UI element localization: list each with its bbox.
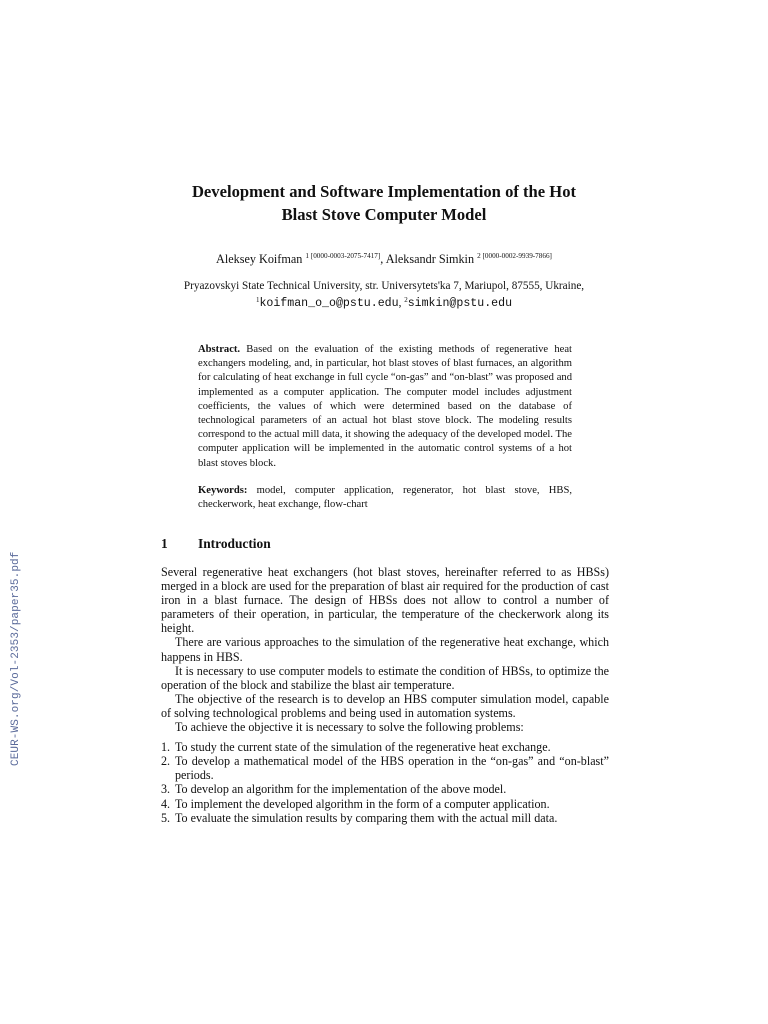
- body-paragraph: The objective of the research is to develop an HBS computer simulation model, capable of solving technological problems and being used in automation systems.: [161, 691, 609, 720]
- email-link[interactable]: simkin@pstu.edu: [407, 297, 513, 310]
- title-line-1: Development and Software Implementation of the Hot: [191, 182, 577, 201]
- list-text: To implement the developed algorithm in the form of a computer application.: [175, 796, 550, 811]
- keywords-label: Keywords:: [198, 485, 248, 496]
- list-text: To study the current state of the simulation of the regenerative heat exchange.: [175, 740, 551, 755]
- keywords-text: model, computer application, regenerator, hot blast stove, HBS, checkerwork, heat exchange, flow-chart: [198, 485, 572, 511]
- author-orcid: 1 [0000-0003-2075-7417]: [305, 252, 381, 260]
- body-paragraph: Several regenerative heat exchangers (hot blast stoves, hereinafter referred to as HBSs) merged in a block are used for the preparation of blast air required for the production of cast iron in a blast furnace. The design of HBSs does not allow to control a number of parameters of their operation, in particular, the temperature of the checkerwork along its height.: [161, 565, 609, 636]
- list-text: To develop an algorithm for the implementation of the above model.: [175, 782, 507, 797]
- list-item: [161, 782, 609, 796]
- list-item: [161, 811, 609, 825]
- abstract: [198, 343, 572, 471]
- affiliation-address: Pryazovskyi State Technical University, str. Universytets'ka 7, Mariupol, 87555, Ukraine,: [183, 280, 585, 292]
- list-number: 1.: [161, 740, 171, 755]
- list-item: [161, 754, 609, 782]
- list-text: To evaluate the simulation results by comparing them with the actual mill data.: [175, 810, 558, 825]
- list-number: 2.: [161, 754, 171, 769]
- affiliation: Pryazovskyi State Technical University, str. Universytets'ka 7, Mariupol, 87555, Ukraine, $^1$koifman_o_o@pstu.edu, $^2$simkin@pstu.edu: [183, 280, 585, 310]
- email-link[interactable]: koifman_o_o@pstu.edu: [259, 297, 399, 310]
- ceur-ws-paper-link[interactable]: CEUR-WS.org/Vol-2353/paper35.pdf: [10, 551, 22, 766]
- list-item: [161, 797, 609, 811]
- section-number: 1: [161, 536, 168, 551]
- body-paragraph: There are various approaches to the simulation of the regenerative heat exchange, which happens in HBS.: [161, 635, 609, 664]
- title-line-2: Blast Stove Computer Model: [281, 205, 487, 224]
- paper-title: [130, 180, 638, 226]
- author-orcid: 2 [0000-0002-9939-7866]: [477, 252, 552, 260]
- section-body: [161, 565, 609, 825]
- author-list: Aleksey Koifman $^{1 [0000-0003-2075-7417]}$, Aleksandr Simkin $^{2 [0000-0002-9939-7866]}$: [216, 252, 552, 266]
- body-paragraph: To achieve the objective it is necessary to solve the following problems:: [175, 720, 524, 735]
- body-paragraph: It is necessary to use computer models to estimate the condition of HBSs, to optimize the operation of the block and stabilize the blast air temperature.: [161, 663, 609, 692]
- problem-list: [161, 740, 609, 825]
- abstract-text: Based on the evaluation of the existing methods of regenerative heat exchangers modeling, and, in particular, hot blast stoves of blast furnaces, an algorithm for calculating of heat exchange in full cycle “on-gas” and “on-blast” was proposed and implemented as a computer application. The computer model includes adjustment coefficients, the values of which were determined based on the database of technological parameters of an actual hot blast stove block. The modeling results correspond to the actual mill data, it showing the adequacy of the developed model. The computer application will be implemented in the automatic control systems of a hot blast stoves block.: [198, 344, 572, 469]
- list-number: 3.: [161, 782, 171, 797]
- author-name: Aleksey Koifman: [216, 252, 303, 266]
- list-number: 4.: [161, 796, 171, 811]
- keywords: [198, 484, 572, 512]
- email-marker: 1: [255, 296, 260, 304]
- list-text: To develop a mathematical model of the HBS operation in the “on-gas” and “on-blast” periods.: [175, 754, 609, 783]
- list-number: 5.: [161, 810, 171, 825]
- section-title: Introduction: [198, 536, 271, 551]
- email-marker: 2: [404, 296, 408, 304]
- list-item: [161, 740, 609, 754]
- abstract-label: Abstract.: [198, 344, 241, 355]
- author-name: Aleksandr Simkin: [385, 252, 475, 266]
- section-heading: [161, 535, 609, 552]
